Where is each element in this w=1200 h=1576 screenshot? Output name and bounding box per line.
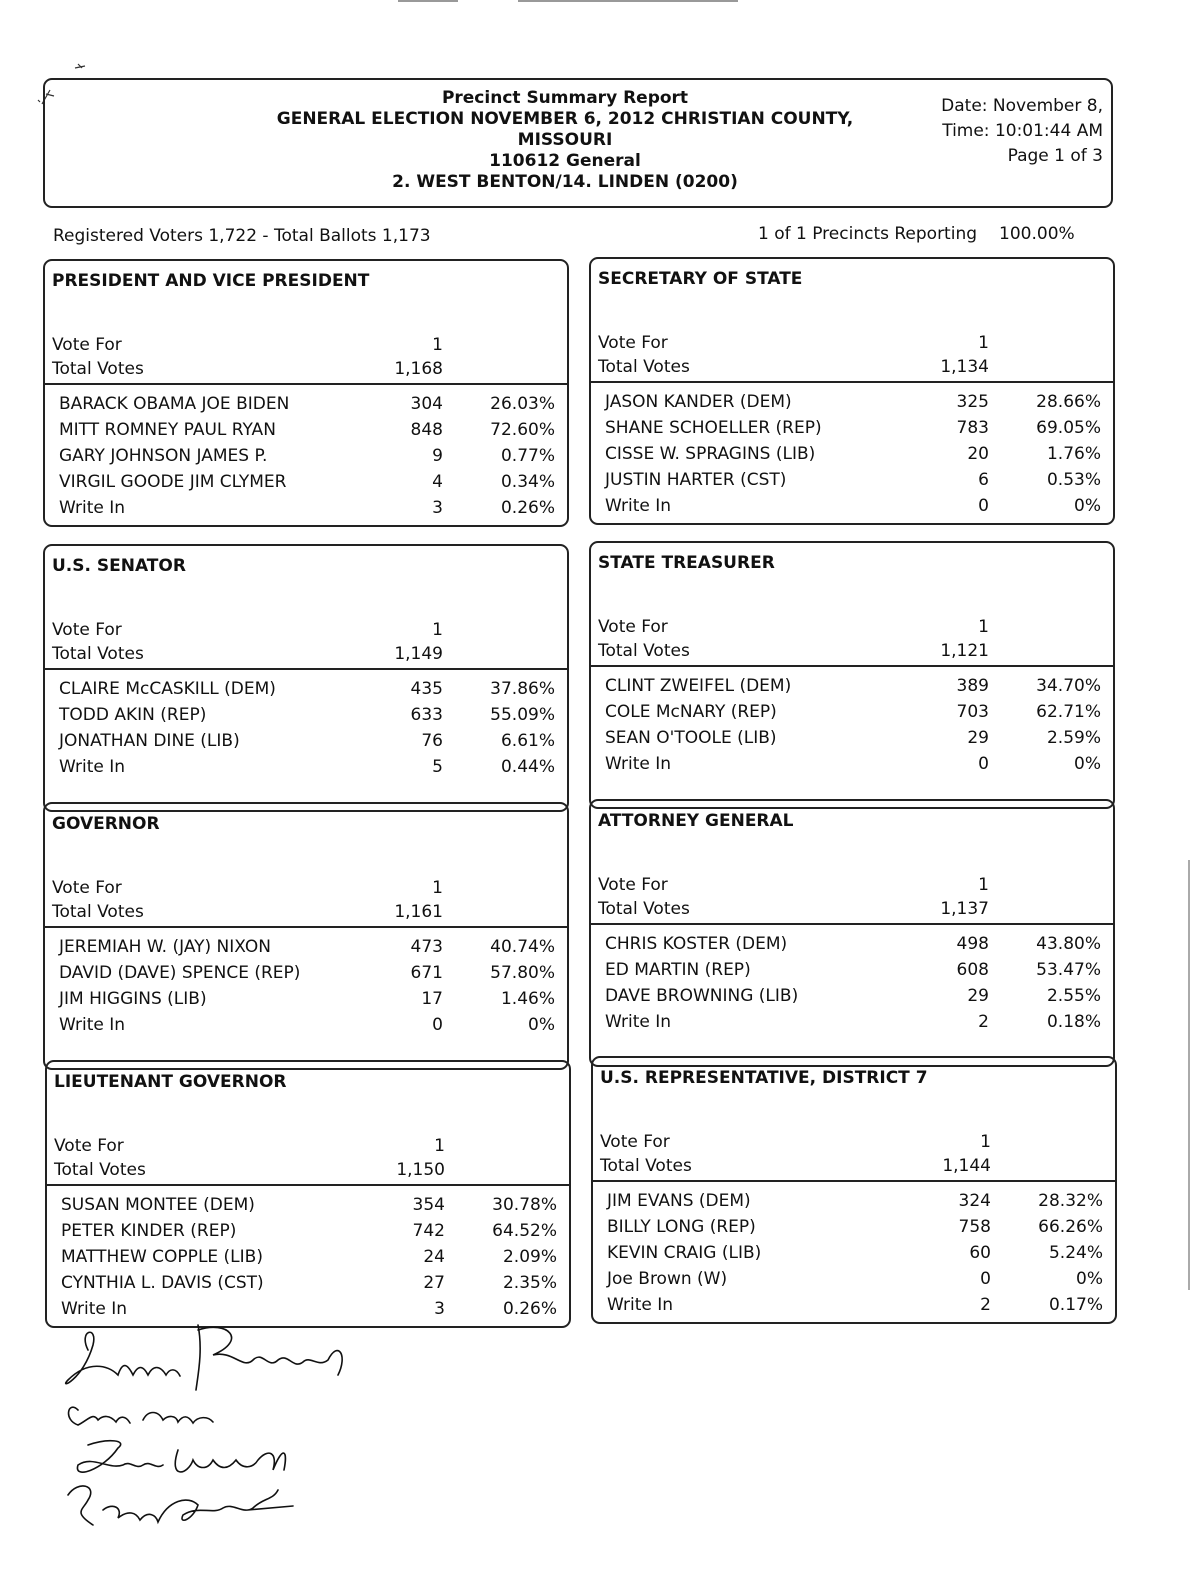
candidate-name: Joe Brown (W) <box>607 1269 728 1289</box>
candidate-name: ED MARTIN (REP) <box>605 960 751 980</box>
candidate-name: SUSAN MONTEE (DEM) <box>61 1195 255 1215</box>
report-date: Date: November 8, <box>941 96 1103 116</box>
race-divider <box>591 665 1113 667</box>
candidate-row <box>61 1218 557 1244</box>
candidate-name: COLE McNARY (REP) <box>605 702 777 722</box>
candidate-row <box>59 495 555 521</box>
candidate-votes: 473 <box>410 937 443 957</box>
candidate-row <box>59 469 555 495</box>
candidate-row <box>61 1270 557 1296</box>
candidate-votes: 27 <box>423 1273 445 1293</box>
candidate-list <box>605 389 1101 519</box>
candidate-row <box>605 415 1101 441</box>
candidate-name: Write In <box>59 498 126 518</box>
vote-for-label: Vote For <box>52 335 122 355</box>
race-title: U.S. SENATOR <box>52 556 186 576</box>
candidate-row <box>59 1012 555 1038</box>
total-votes-label: Total Votes <box>52 359 144 379</box>
candidate-name: DAVE BROWNING (LIB) <box>605 986 799 1006</box>
candidate-percent: 0.18% <box>1046 1012 1101 1032</box>
candidate-name: MATTHEW COPPLE (LIB) <box>61 1247 263 1267</box>
candidate-name: BARACK OBAMA JOE BIDEN <box>59 394 290 414</box>
candidate-row <box>605 1009 1101 1035</box>
candidate-row <box>605 931 1101 957</box>
scan-mark-right <box>1187 860 1191 1290</box>
vote-labels <box>598 615 690 663</box>
candidate-votes: 2 <box>978 1012 989 1032</box>
candidate-votes: 498 <box>956 934 989 954</box>
candidate-row <box>605 467 1101 493</box>
candidate-votes: 5 <box>432 757 443 777</box>
vote-for-label: Vote For <box>598 875 668 895</box>
candidate-list <box>59 391 555 521</box>
total-votes-label: Total Votes <box>598 641 690 661</box>
candidate-percent: 0.26% <box>500 498 555 518</box>
candidate-percent: 66.26% <box>1038 1217 1103 1237</box>
race-divider <box>591 381 1113 383</box>
candidate-row <box>605 983 1101 1009</box>
candidate-name: SHANE SCHOELLER (REP) <box>605 418 822 438</box>
candidate-votes: 671 <box>410 963 443 983</box>
header-title-block <box>235 88 895 193</box>
race-title: SECRETARY OF STATE <box>598 269 803 289</box>
total-votes-label: Total Votes <box>598 899 690 919</box>
candidate-votes: 354 <box>412 1195 445 1215</box>
candidate-list <box>605 673 1101 777</box>
candidate-votes: 0 <box>978 754 989 774</box>
vote-labels <box>598 873 690 921</box>
header-meta <box>941 94 1103 169</box>
vote-for-value: 1 <box>978 617 989 637</box>
race-title: GOVERNOR <box>52 814 160 834</box>
race-divider <box>45 383 567 385</box>
candidate-row <box>605 957 1101 983</box>
candidate-votes: 325 <box>956 392 989 412</box>
candidate-votes: 703 <box>956 702 989 722</box>
candidate-votes: 435 <box>410 679 443 699</box>
candidate-row <box>59 728 555 754</box>
candidate-name: TODD AKIN (REP) <box>59 705 207 725</box>
candidate-name: Write In <box>607 1295 674 1315</box>
candidate-votes: 742 <box>412 1221 445 1241</box>
candidate-name: JASON KANDER (DEM) <box>605 392 792 412</box>
race-divider <box>593 1180 1115 1182</box>
candidate-votes: 20 <box>967 444 989 464</box>
candidate-name: CLINT ZWEIFEL (DEM) <box>605 676 792 696</box>
candidate-percent: 1.46% <box>500 989 555 1009</box>
vote-for-label: Vote For <box>52 878 122 898</box>
candidate-votes: 389 <box>956 676 989 696</box>
candidate-votes: 6 <box>978 470 989 490</box>
vote-values <box>909 331 989 379</box>
candidate-name: DAVID (DAVE) SPENCE (REP) <box>59 963 301 983</box>
candidate-row <box>605 725 1101 751</box>
race-box <box>591 1056 1117 1324</box>
candidate-votes: 758 <box>958 1217 991 1237</box>
candidate-row <box>59 417 555 443</box>
scan-mark-top <box>398 0 738 4</box>
candidate-name: KEVIN CRAIG (LIB) <box>607 1243 762 1263</box>
vote-for-label: Vote For <box>52 620 122 640</box>
candidate-name: Write In <box>59 757 126 777</box>
candidate-name: Write In <box>61 1299 128 1319</box>
race-divider <box>591 923 1113 925</box>
vote-for-value: 1 <box>432 620 443 640</box>
vote-labels <box>598 331 690 379</box>
candidate-votes: 9 <box>432 446 443 466</box>
vote-values <box>909 615 989 663</box>
candidate-row <box>59 443 555 469</box>
candidate-votes: 24 <box>423 1247 445 1267</box>
candidate-name: JUSTIN HARTER (CST) <box>605 470 787 490</box>
total-votes-value: 1,150 <box>396 1160 445 1180</box>
candidate-name: CYNTHIA L. DAVIS (CST) <box>61 1273 264 1293</box>
race-title: PRESIDENT AND VICE PRESIDENT <box>52 271 370 291</box>
candidate-row <box>59 391 555 417</box>
candidate-name: PETER KINDER (REP) <box>61 1221 237 1241</box>
race-title: U.S. REPRESENTATIVE, DISTRICT 7 <box>600 1068 928 1088</box>
candidate-row <box>61 1192 557 1218</box>
candidate-row <box>605 493 1101 519</box>
candidate-votes: 76 <box>421 731 443 751</box>
vote-for-label: Vote For <box>600 1132 670 1152</box>
candidate-name: VIRGIL GOODE JIM CLYMER <box>59 472 287 492</box>
registered-voters: Registered Voters 1,722 - Total Ballots 1,173 <box>53 226 431 246</box>
total-votes-value: 1,137 <box>940 899 989 919</box>
race-title: ATTORNEY GENERAL <box>598 811 794 831</box>
page-number: Page 1 of 3 <box>1007 146 1103 166</box>
candidate-percent: 53.47% <box>1036 960 1101 980</box>
vote-values <box>363 876 443 924</box>
candidate-votes: 304 <box>410 394 443 414</box>
candidate-votes: 3 <box>434 1299 445 1319</box>
candidate-votes: 2 <box>980 1295 991 1315</box>
vote-for-label: Vote For <box>598 333 668 353</box>
race-divider <box>45 926 567 928</box>
election-line-2: MISSOURI <box>517 130 613 150</box>
candidate-votes: 60 <box>969 1243 991 1263</box>
election-line-1: GENERAL ELECTION NOVEMBER 6, 2012 CHRISTIAN COUNTY, <box>276 109 854 129</box>
candidate-row <box>59 754 555 780</box>
candidate-row <box>605 389 1101 415</box>
candidate-row <box>607 1188 1103 1214</box>
race-title: STATE TREASURER <box>598 553 775 573</box>
candidate-row <box>61 1296 557 1322</box>
vote-labels <box>600 1130 692 1178</box>
candidate-row <box>607 1214 1103 1240</box>
total-votes-label: Total Votes <box>600 1156 692 1176</box>
candidate-list <box>59 676 555 780</box>
candidate-row <box>605 441 1101 467</box>
vote-for-value: 1 <box>978 333 989 353</box>
race-box <box>43 802 569 1070</box>
candidate-name: CISSE W. SPRAGINS (LIB) <box>605 444 816 464</box>
candidate-percent: 2.09% <box>502 1247 557 1267</box>
candidate-percent: 28.32% <box>1038 1191 1103 1211</box>
candidate-name: Write In <box>605 754 672 774</box>
precincts-reporting: 1 of 1 Precincts Reporting <box>758 224 978 244</box>
candidate-votes: 0 <box>978 496 989 516</box>
candidate-percent: 2.35% <box>502 1273 557 1293</box>
vote-for-value: 1 <box>432 878 443 898</box>
candidate-percent: 0.34% <box>500 472 555 492</box>
candidate-row <box>59 960 555 986</box>
candidate-percent: 2.55% <box>1046 986 1101 1006</box>
candidate-percent: 0% <box>528 1015 555 1035</box>
candidate-votes: 848 <box>410 420 443 440</box>
candidate-votes: 324 <box>958 1191 991 1211</box>
vote-for-label: Vote For <box>598 617 668 637</box>
candidate-row <box>605 751 1101 777</box>
candidate-name: GARY JOHNSON JAMES P. <box>59 446 268 466</box>
candidate-percent: 0.17% <box>1048 1295 1103 1315</box>
candidate-name: BILLY LONG (REP) <box>607 1217 756 1237</box>
candidate-percent: 0% <box>1074 754 1101 774</box>
candidate-percent: 0.77% <box>500 446 555 466</box>
vote-values <box>911 1130 991 1178</box>
total-votes-value: 1,168 <box>394 359 443 379</box>
vote-for-value: 1 <box>434 1136 445 1156</box>
candidate-name: CHRIS KOSTER (DEM) <box>605 934 788 954</box>
precinct-name: 2. WEST BENTON/14. LINDEN (0200) <box>392 172 738 192</box>
candidate-name: MITT ROMNEY PAUL RYAN <box>59 420 276 440</box>
candidate-votes: 17 <box>421 989 443 1009</box>
race-box <box>589 257 1115 525</box>
vote-labels <box>54 1134 146 1182</box>
candidate-votes: 633 <box>410 705 443 725</box>
candidate-row <box>605 673 1101 699</box>
total-votes-value: 1,134 <box>940 357 989 377</box>
vote-for-label: Vote For <box>54 1136 124 1156</box>
candidate-percent: 26.03% <box>490 394 555 414</box>
candidate-name: Write In <box>59 1015 126 1035</box>
candidate-percent: 0.53% <box>1046 470 1101 490</box>
candidate-percent: 1.76% <box>1046 444 1101 464</box>
candidate-percent: 0% <box>1076 1269 1103 1289</box>
race-box <box>589 799 1115 1067</box>
report-time: Time: 10:01:44 AM <box>942 121 1103 141</box>
candidate-row <box>59 986 555 1012</box>
candidate-percent: 43.80% <box>1036 934 1101 954</box>
total-votes-label: Total Votes <box>54 1160 146 1180</box>
candidate-percent: 64.52% <box>492 1221 557 1241</box>
candidate-name: CLAIRE McCASKILL (DEM) <box>59 679 276 699</box>
candidate-list <box>607 1188 1103 1318</box>
candidate-name: JONATHAN DINE (LIB) <box>59 731 240 751</box>
candidate-row <box>59 934 555 960</box>
race-box <box>45 1060 571 1328</box>
candidate-percent: 28.66% <box>1036 392 1101 412</box>
candidate-row <box>59 676 555 702</box>
vote-labels <box>52 333 144 381</box>
total-votes-label: Total Votes <box>52 902 144 922</box>
total-votes-label: Total Votes <box>598 357 690 377</box>
candidate-name: Write In <box>605 496 672 516</box>
race-box <box>43 259 569 527</box>
candidate-percent: 2.59% <box>1046 728 1101 748</box>
candidate-row <box>61 1244 557 1270</box>
candidate-votes: 783 <box>956 418 989 438</box>
candidate-percent: 57.80% <box>490 963 555 983</box>
candidate-percent: 0.26% <box>502 1299 557 1319</box>
candidate-percent: 40.74% <box>490 937 555 957</box>
candidate-percent: 0.44% <box>500 757 555 777</box>
candidate-percent: 72.60% <box>490 420 555 440</box>
candidate-votes: 29 <box>967 728 989 748</box>
race-box <box>43 544 569 812</box>
vote-labels <box>52 618 144 666</box>
candidate-list <box>605 931 1101 1035</box>
candidate-name: JIM EVANS (DEM) <box>607 1191 751 1211</box>
candidate-percent: 0% <box>1074 496 1101 516</box>
report-header <box>43 78 1113 208</box>
vote-values <box>363 618 443 666</box>
precincts-reporting-line <box>758 224 1075 244</box>
candidate-percent: 55.09% <box>490 705 555 725</box>
candidate-percent: 6.61% <box>500 731 555 751</box>
signatures-image <box>48 1320 368 1550</box>
vote-for-value: 1 <box>978 875 989 895</box>
total-votes-value: 1,121 <box>940 641 989 661</box>
total-votes-value: 1,144 <box>942 1156 991 1176</box>
vote-values <box>363 333 443 381</box>
candidate-list <box>61 1192 557 1322</box>
candidate-row <box>605 699 1101 725</box>
candidate-votes: 0 <box>432 1015 443 1035</box>
report-title: Precinct Summary Report <box>441 88 689 108</box>
candidate-percent: 34.70% <box>1036 676 1101 696</box>
candidate-name: JIM HIGGINS (LIB) <box>59 989 207 1009</box>
vote-values <box>365 1134 445 1182</box>
vote-for-value: 1 <box>432 335 443 355</box>
election-code: 110612 General <box>489 151 641 171</box>
candidate-row <box>59 702 555 728</box>
candidate-row <box>607 1266 1103 1292</box>
candidate-row <box>607 1292 1103 1318</box>
candidate-percent: 30.78% <box>492 1195 557 1215</box>
candidate-name: SEAN O'TOOLE (LIB) <box>605 728 777 748</box>
candidate-list <box>59 934 555 1038</box>
total-votes-value: 1,161 <box>394 902 443 922</box>
candidate-name: JEREMIAH W. (JAY) NIXON <box>59 937 271 957</box>
race-divider <box>45 668 567 670</box>
vote-for-value: 1 <box>980 1132 991 1152</box>
race-title: LIEUTENANT GOVERNOR <box>54 1072 287 1092</box>
vote-labels <box>52 876 144 924</box>
total-votes-label: Total Votes <box>52 644 144 664</box>
candidate-votes: 29 <box>967 986 989 1006</box>
total-votes-value: 1,149 <box>394 644 443 664</box>
candidate-row <box>607 1240 1103 1266</box>
candidate-votes: 0 <box>980 1269 991 1289</box>
candidate-votes: 3 <box>432 498 443 518</box>
candidate-percent: 62.71% <box>1036 702 1101 722</box>
reporting-percent: 100.00% <box>999 224 1075 244</box>
candidate-percent: 5.24% <box>1048 1243 1103 1263</box>
candidate-percent: 37.86% <box>490 679 555 699</box>
candidate-votes: 4 <box>432 472 443 492</box>
candidate-name: Write In <box>605 1012 672 1032</box>
race-divider <box>47 1184 569 1186</box>
candidate-votes: 608 <box>956 960 989 980</box>
race-box <box>589 541 1115 809</box>
candidate-percent: 69.05% <box>1036 418 1101 438</box>
vote-values <box>909 873 989 921</box>
